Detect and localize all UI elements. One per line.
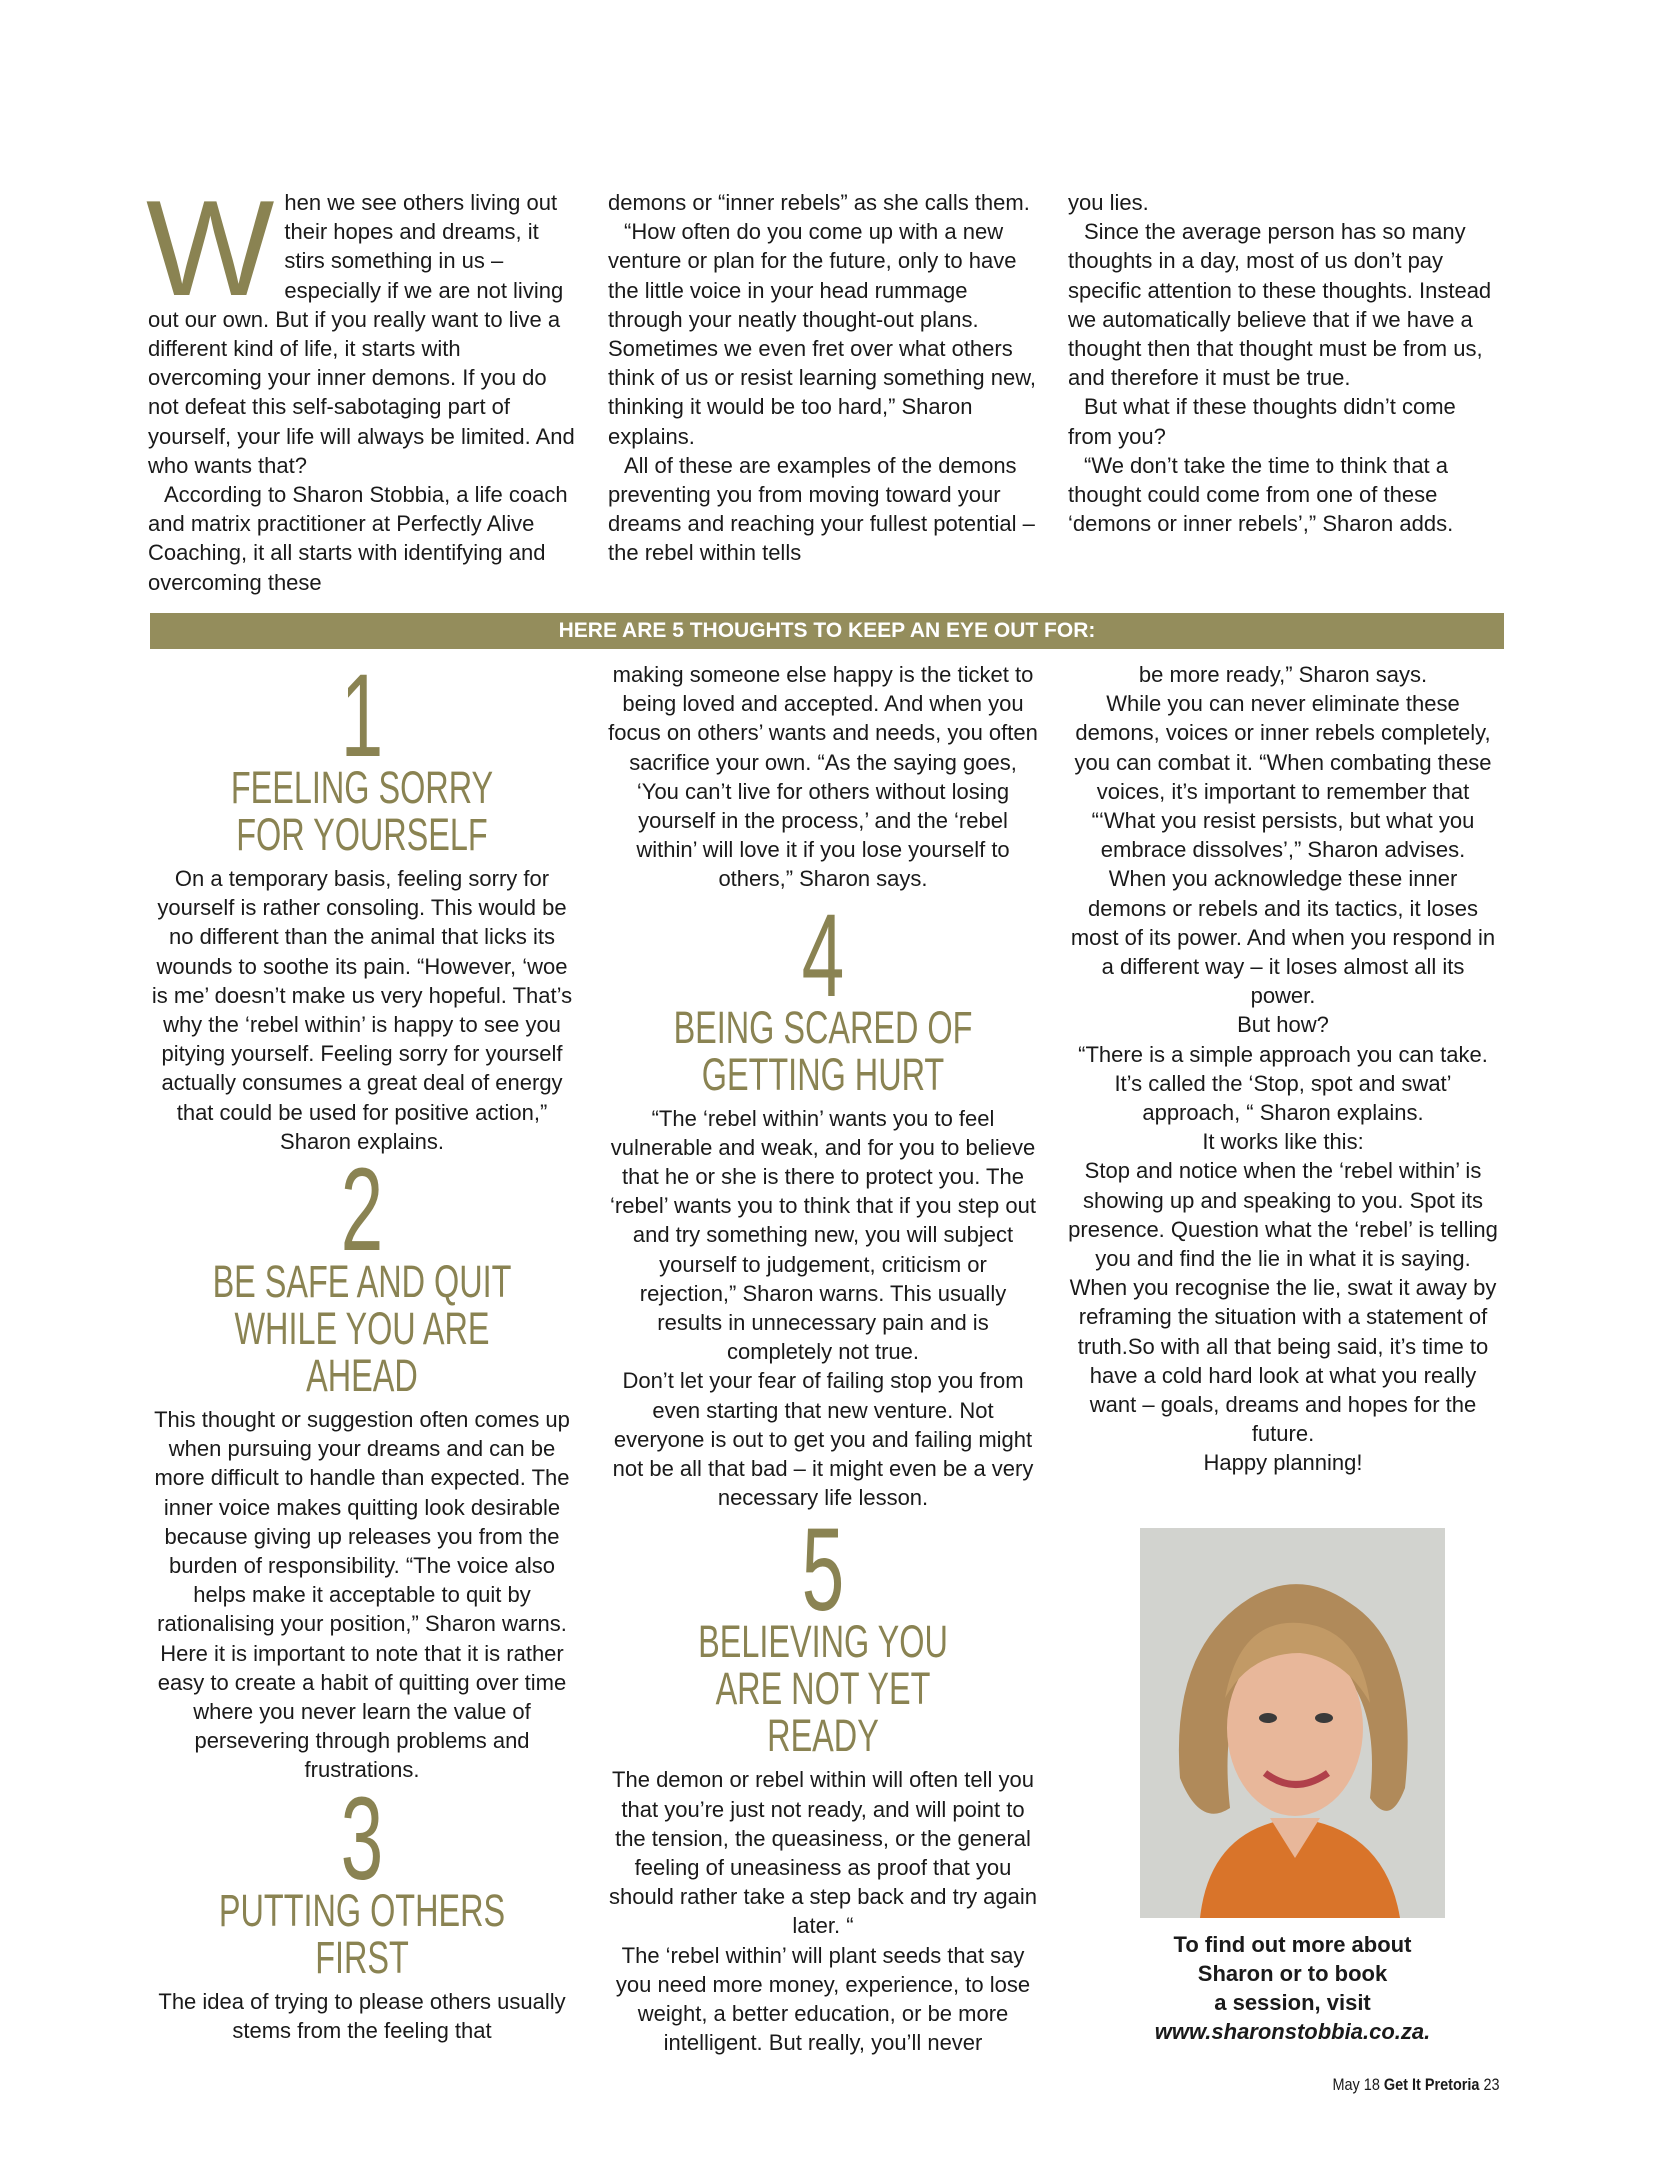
section-heading: BELIEVING YOU ARE NOT YET READY [698,1616,948,1762]
section-body: This thought or suggestion often comes up when pursuing your dreams and can be more difficult to handle than expected. The inner voice makes quitting look desirable because giving up releases you from the burden of responsibility. “The voice also helps make it acceptable to quit by rationalising your position,” Sharon warns. Here it is important to note that it is rather easy to create a habit of quitting over time where you never learn the value of persevering through problems and frustrations. [154,1407,570,1783]
caption-line: To find out more about [1173,1932,1412,1957]
intro-paragraph: you lies. [1068,190,1149,215]
section-heading: PUTTING OTHERS FIRST [218,1884,506,1983]
section-body: On a temporary basis, feeling sorry for yourself is rather consoling. This would be no different than the animal that licks its wounds to soothe its pain. “However, ‘woe is me’ doesn’t make us very hopeful. That’s why the ‘rebel within’ is happy to see you pitying yourself. Feeling sorry for yourself actually consumes a great deal of energy that could be used for positive action,” Sharon explains. [151,866,573,1154]
section-2 [148,1144,576,1402]
portrait-photo [1140,1528,1445,1918]
section-body: Don’t let your fear of failing stop you from even starting that new venture. Not everyone is out to get you and failing might not be all that bad – it might even be a very necessary life lesson. [612,1368,1034,1511]
intro-paragraph: “How often do you come up with a new venture or plan for the future, only to have the little voice in your head rummage through your neatly thought-out plans. Sometimes we even fret over what others think of us or resist learning something new, thinking it would be too hard,” Sharon explains. [608,219,1037,449]
section-body: “The ‘rebel within’ wants you to feel vulnerable and weak, and for you to believe that he or she is there to protect you. The ‘rebel’ wants you to think that if you step out and try something new, you will subject yourself to judgement, criticism or rejection,” Sharon warns. This usually results in unnecessary pain and is completely not true. [610,1105,1036,1365]
website-link[interactable]: www.sharonstobbia.co.za. [1154,2019,1431,2044]
paragraph: be more ready,” Sharon says. [1138,662,1428,687]
intro-column-2 [608,188,1038,568]
lower-column-1 [148,650,576,2045]
paragraph: It works like this: [1202,1129,1364,1155]
intro-paragraph: According to Sharon Stobbia, a life coach and matrix practitioner at Perfectly Alive Coaching, it all starts with identifying and overcoming these [148,482,568,595]
lower-column-2 [608,660,1038,2058]
portrait-illustration [1140,1528,1445,1918]
caption-line: Sharon or to book [1197,1961,1388,1986]
paragraph: “There is a simple approach you can take. It’s called the ‘Stop, spot and swat’ approach, “ Sharon explains. [1078,1041,1488,1126]
magazine-name: Get It Pretoria [1384,2075,1480,2094]
section-4 [608,889,1038,1100]
page-number: 23 [1483,2075,1500,2094]
section-heading: BE SAFE AND QUIT WHILE YOU ARE AHEAD [212,1256,512,1402]
intro-paragraph: Since the average person has so many thoughts in a day, most of us don’t pay specific attention to these thoughts. Instead we automatically believe that if we have a thought then that thought must be from us, and therefore it must be true. [1068,219,1492,391]
section-1 [148,650,576,860]
section-body-continued: making someone else happy is the ticket to being loved and accepted. And when you focus on others’ wants and needs, you often sacrifice your own. “As the saying goes, ‘You can’t live for others without losing yourself in the process,’ and the ‘rebel within’ will love it if you lose yourself to others,” Sharon says. [608,662,1038,892]
section-number: 2 [340,1144,384,1277]
section-3 [148,1772,576,1983]
section-body: The ‘rebel within’ will plant seeds that say you need more money, experience, to lose weight, a better education, or be more intelligent. But really, you’ll never [615,1942,1031,2056]
paragraph: Happy planning! [1203,1450,1363,1476]
section-number: 3 [340,1772,384,1905]
section-heading: BEING SCARED OF GETTING HURT [673,1001,973,1100]
section-body: The demon or rebel within will often tell you that you’re just not ready, and will point to the tension, the queasiness, or the general feeling of uneasiness as proof that you should rather take a step back and try again later. “ [608,1767,1038,1939]
section-number: 4 [801,889,845,1022]
intro-paragraph: All of these are examples of the demons preventing you from moving toward your dreams and reaching your fullest potential – the rebel within tells [608,452,1035,566]
section-banner: HERE ARE 5 THOUGHTS TO KEEP AN EYE OUT FOR: [150,613,1504,649]
section-number: 5 [801,1504,845,1637]
intro-paragraph: “We don’t take the time to think that a thought could come from one of these ‘demons or inner rebels’,” Sharon adds. [1068,452,1454,537]
paragraph: When you acknowledge these inner demons or rebels and its tactics, it loses most of its power. And when you respond in a different way – it loses almost all its power. [1070,866,1496,1009]
intro-paragraph: demons or “inner rebels” as she calls them. [608,190,1030,215]
issue-date: May 18 [1332,2075,1381,2094]
paragraph: But how? [1237,1012,1329,1038]
intro-paragraph: But what if these thoughts didn’t come from you? [1068,394,1456,449]
contact-caption [1120,1930,1465,2046]
section-5 [608,1504,1038,1762]
intro-column-3 [1068,188,1498,538]
section-number: 1 [340,650,384,782]
section-body: The idea of trying to please others usually stems from the feeling that [158,1988,566,2043]
paragraph: Stop and notice when the ‘rebel within’ is showing up and speaking to you. Spot its presence. Question what the ‘rebel’ is telling you and find the lie in what it is saying. When you recognise the lie, swat it away by reframing the situation with a statement of truth.So with all that being said, it’s time to have a cold hard look at what you really want – goals, dreams and hopes for the future. [1068,1158,1498,1447]
intro-column-1 [146,172,576,597]
caption-line: a session, visit [1214,1990,1371,2015]
lower-column-3 [1068,660,1498,1478]
intro-paragraph: hen we see others living out their hopes and dreams, it stirs something in us – especially if we are not living out our own. But if you really want to live a different kind of life, it starts with overcoming your inner demons. If you do not defeat this self-sabotaging part of yourself, your life will always be limited. And who wants that? [148,190,575,478]
section-heading: FEELING SORRY FOR YOURSELF [230,762,494,860]
paragraph: While you can never eliminate these demons, voices or inner rebels completely, you can combat it. “When combating these voices, it’s important to remember that “‘What you resist persists, but what you embrace dissolves’,” Sharon advises. [1074,691,1492,863]
drop-cap: W [146,172,275,324]
page-footer [1333,2075,1500,2095]
